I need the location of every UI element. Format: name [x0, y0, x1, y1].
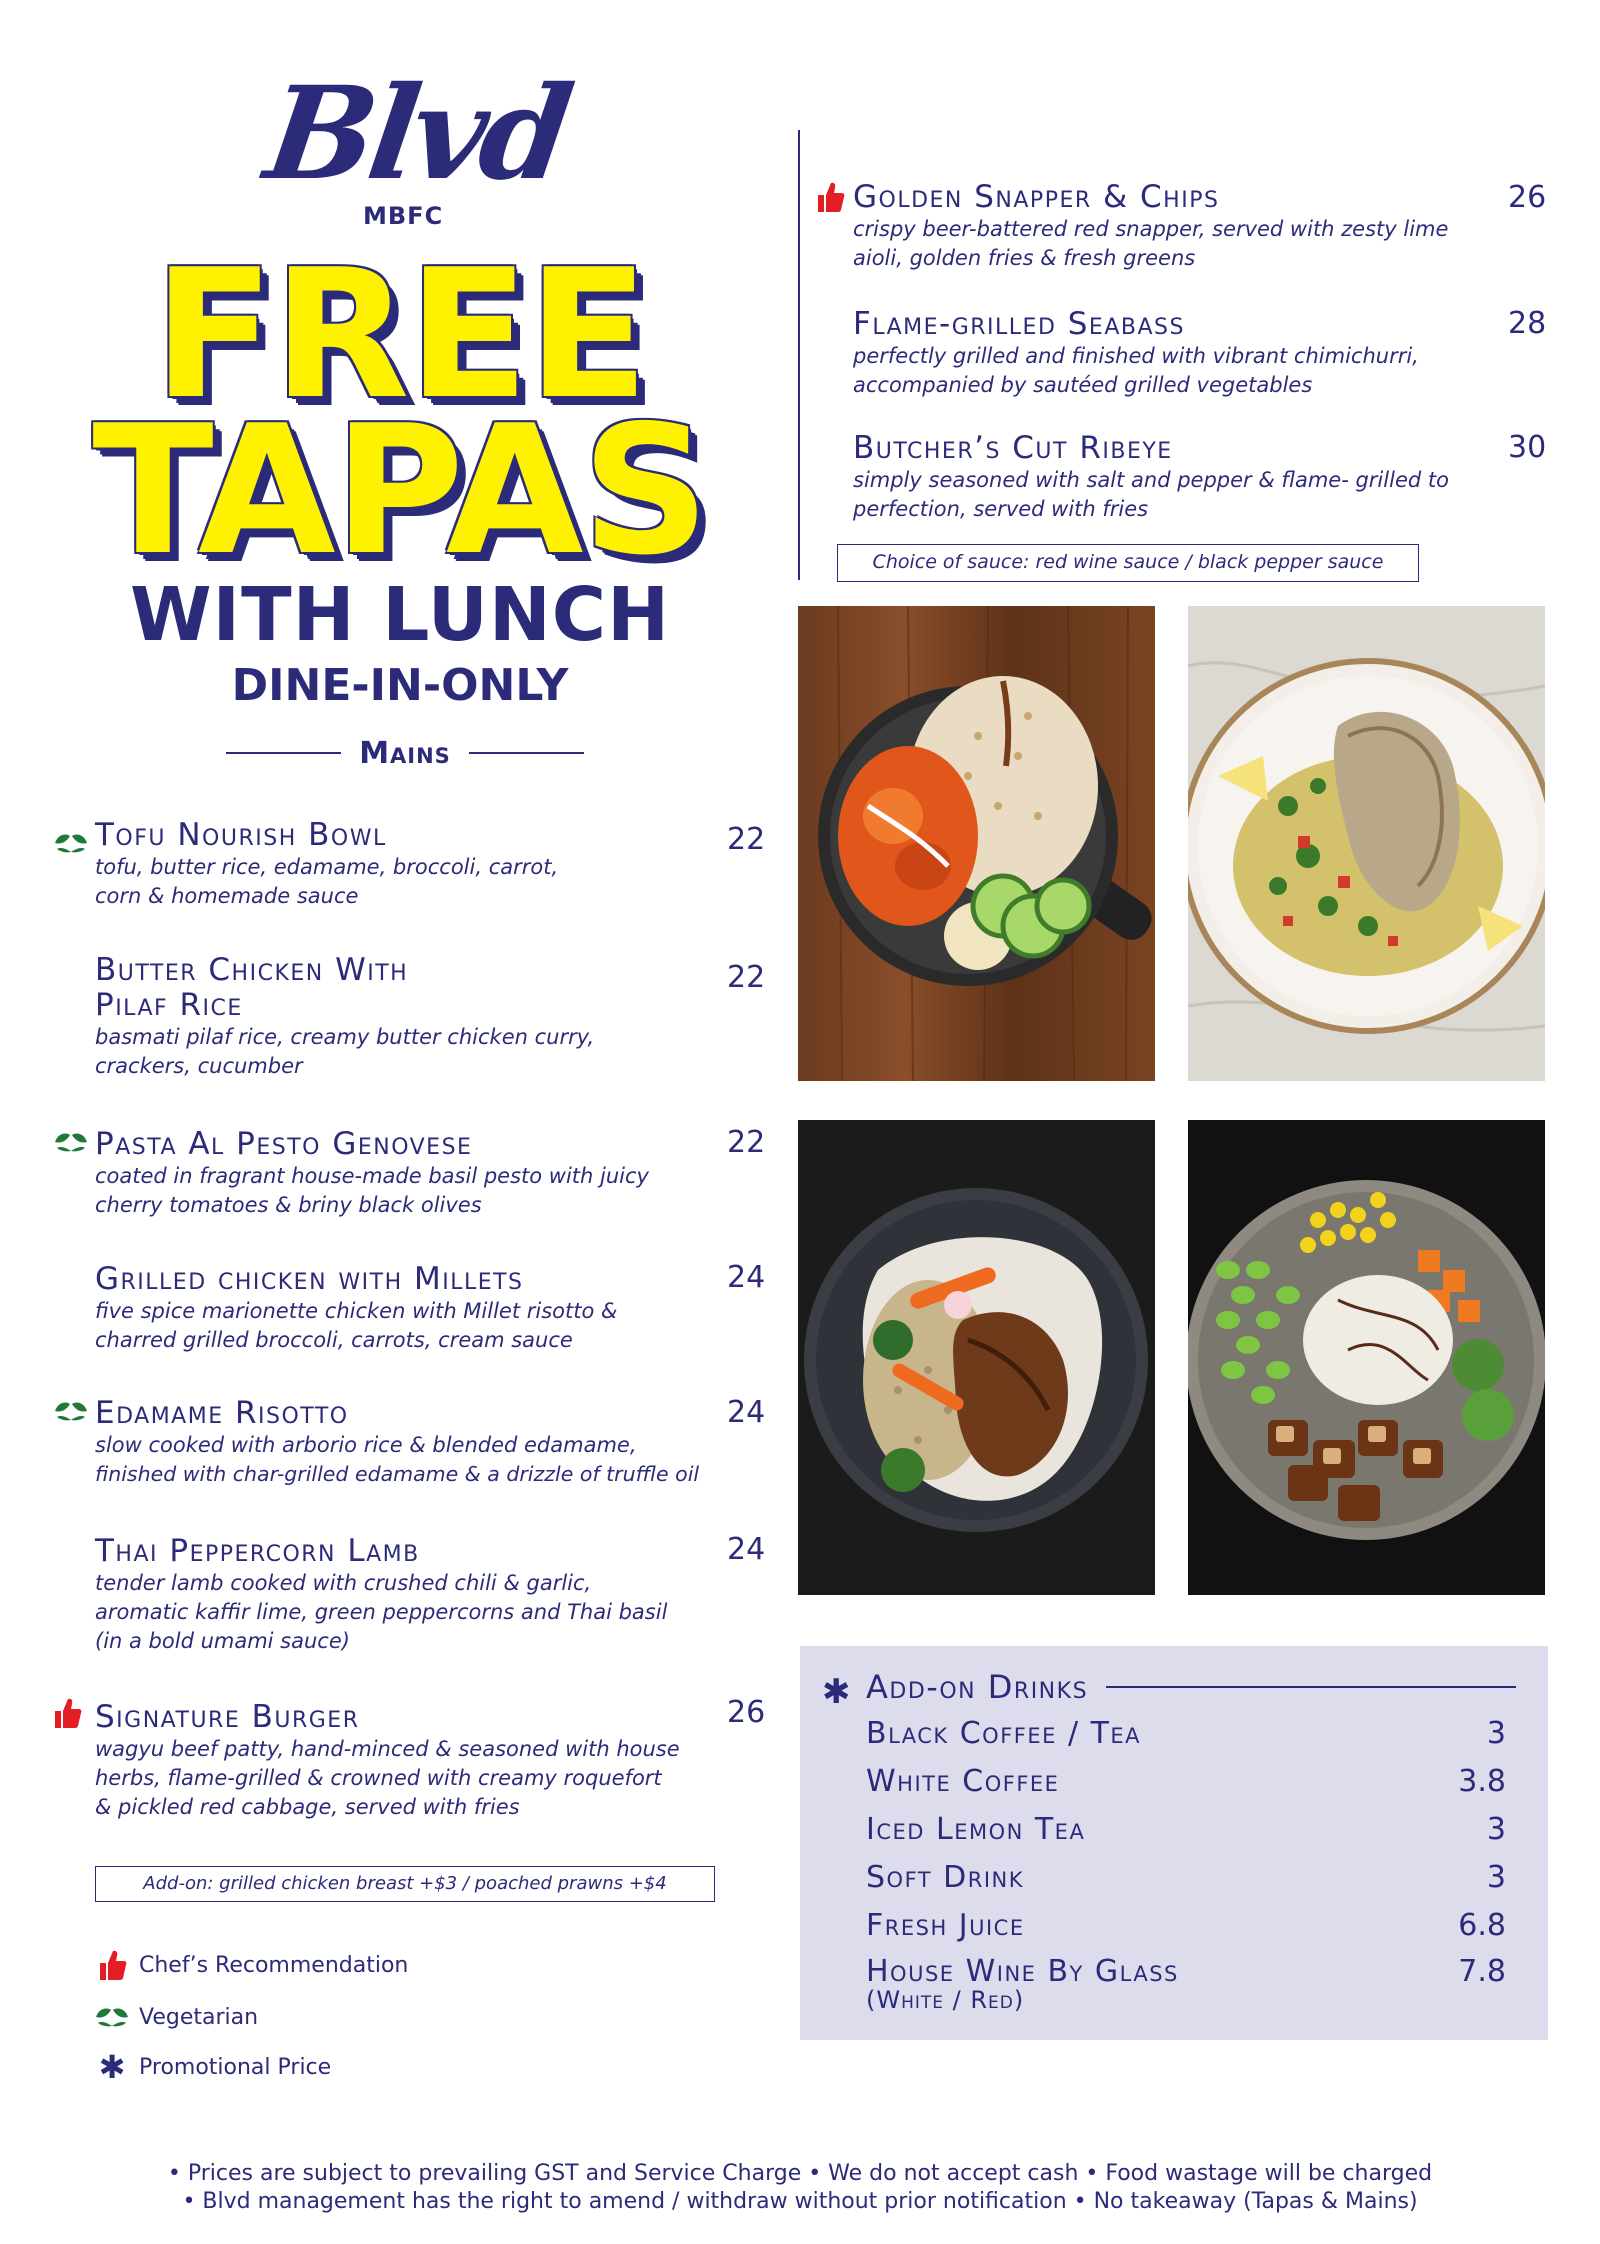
vertical-divider — [798, 130, 800, 580]
menu-item — [95, 818, 735, 911]
drink-row — [866, 1716, 1506, 1751]
thumb-icon — [97, 1948, 127, 1982]
food-photo-tofu-bowl — [1188, 1120, 1545, 1595]
addon-note: Add-on: grilled chicken breast +$3 / poached prawns +$4 — [95, 1866, 715, 1902]
drinks-heading — [866, 1668, 1516, 1706]
item-desc: finished with char-grilled edamame & a drizzle of truffle oil — [95, 1462, 700, 1486]
item-desc: coated in fragrant house-made basil pesto with juicy — [95, 1164, 649, 1188]
item-name: Pasta Al Pesto Genovese — [95, 1126, 473, 1162]
logo-sub: MBFC — [363, 202, 444, 230]
item-name: Edamame Risotto — [95, 1395, 349, 1431]
food-photo-butter-chicken — [798, 606, 1155, 1081]
headline-dine-in: DINE-IN-ONLY — [231, 660, 569, 711]
item-price: 26 — [1508, 180, 1547, 215]
item-name: Tofu Nourish Bowl — [95, 817, 387, 853]
drink-price: 3 — [1486, 1812, 1506, 1847]
sauce-note: Choice of sauce: red wine sauce / black pepper sauce — [837, 544, 1419, 582]
item-desc: herbs, flame-grilled & crowned with creamy roquefort — [95, 1766, 662, 1790]
item-price: 30 — [1508, 430, 1547, 465]
item-desc: tofu, butter rice, edamame, broccoli, carrot, — [95, 855, 559, 879]
item-price: 22 — [727, 1125, 766, 1160]
headline-tapas: TAPAS — [92, 387, 708, 594]
item-desc: charred grilled broccoli, carrots, cream sauce — [95, 1328, 573, 1352]
asterisk-icon: ✱ — [822, 1672, 851, 1712]
item-desc: & pickled red cabbage, served with fries — [95, 1795, 520, 1819]
drink-name: Iced Lemon Tea — [866, 1812, 1086, 1847]
menu-item — [95, 1127, 735, 1220]
drink-price: 3.8 — [1458, 1764, 1506, 1799]
item-name: Golden Snapper & Chips — [853, 179, 1220, 215]
logo — [257, 59, 576, 230]
item-price: 26 — [727, 1695, 766, 1730]
drink-name: Fresh Juice — [866, 1908, 1025, 1943]
drink-row — [866, 1812, 1506, 1847]
item-desc: cherry tomatoes & briny black olives — [95, 1193, 482, 1217]
item-price: 22 — [727, 960, 766, 995]
legend-label: Vegetarian — [139, 2004, 259, 2030]
divider — [1106, 1686, 1516, 1688]
menu-item — [853, 431, 1533, 524]
asterisk-icon: ✱ — [98, 2048, 126, 2086]
drink-name: Soft Drink — [866, 1860, 1025, 1895]
item-desc: basmati pilaf rice, creamy butter chicken curry, — [95, 1025, 595, 1049]
footer-line: • Prices are subject to prevailing GST and Service Charge • We do not accept cash • Food wastage will be charged — [167, 2161, 1433, 2186]
item-desc: corn & homemade sauce — [95, 884, 359, 908]
item-desc: crispy beer-battered red snapper, served with zesty lime — [853, 217, 1449, 241]
item-desc: perfectly grilled and finished with vibrant chimichurri, — [853, 344, 1419, 368]
item-name: Flame-grilled Seabass — [853, 306, 1185, 342]
divider — [469, 752, 584, 754]
menu-item — [95, 1262, 735, 1355]
item-name: Thai Peppercorn Lamb — [95, 1533, 420, 1569]
drink-price: 3 — [1486, 1716, 1506, 1751]
item-desc: perfection, served with fries — [853, 497, 1149, 521]
item-desc: crackers, cucumber — [95, 1054, 303, 1078]
drink-name: White Coffee — [866, 1764, 1060, 1799]
add-on-drinks-panel — [800, 1646, 1548, 2040]
leaf-icon — [54, 1131, 88, 1153]
item-desc: five spice marionette chicken with Millet risotto & — [95, 1299, 618, 1323]
drink-price: 7.8 — [1458, 1954, 1506, 1989]
mains-heading-label: Mains — [359, 735, 451, 771]
item-name: Grilled chicken with Millets — [95, 1261, 524, 1297]
item-desc: aioli, golden fries & fresh greens — [853, 246, 1196, 270]
drinks-title: Add-on Drinks — [866, 1668, 1089, 1706]
menu-item — [95, 1700, 745, 1822]
item-price: 22 — [727, 822, 766, 857]
drink-row — [866, 1908, 1506, 1943]
item-price: 24 — [727, 1395, 766, 1430]
footer-notes — [100, 2160, 1500, 2216]
food-photo-seabass — [1188, 606, 1545, 1081]
item-name-line2: Pilaf Rice — [95, 987, 243, 1023]
menu-item — [853, 307, 1533, 400]
legend-label: Promotional Price — [139, 2054, 332, 2080]
headline-with-lunch: WITH LUNCH — [129, 572, 671, 658]
leaf-icon — [54, 832, 88, 854]
item-name: Signature Burger — [95, 1699, 360, 1735]
thumb-icon — [52, 1696, 82, 1730]
item-price: 24 — [727, 1260, 766, 1295]
item-desc: accompanied by sautéed grilled vegetables — [853, 373, 1313, 397]
drink-price: 6.8 — [1458, 1908, 1506, 1943]
item-desc: aromatic kaffir lime, green peppercorns and Thai basil — [95, 1600, 668, 1624]
item-desc: wagyu beef patty, hand-minced & seasoned with house — [95, 1737, 680, 1761]
menu-item — [95, 1534, 735, 1656]
legend-row — [95, 2002, 258, 2032]
item-desc: (in a bold umami sauce) — [95, 1629, 350, 1653]
menu-item — [95, 953, 735, 1081]
leaf-icon — [95, 2006, 129, 2028]
item-price: 28 — [1508, 306, 1547, 341]
legend-label: Chef’s Recommendation — [139, 1952, 409, 1978]
item-name: Butcher’s Cut Ribeye — [853, 430, 1173, 466]
wine-subtitle: (White / Red) — [866, 1986, 1025, 2014]
food-photo-grilled-chicken — [798, 1120, 1155, 1595]
drink-name: House Wine By Glass — [866, 1954, 1179, 1989]
logo-wordmark: Blvd — [257, 59, 576, 209]
headline-free: FREE — [153, 231, 647, 438]
drink-name: Black Coffee / Tea — [866, 1716, 1142, 1751]
menu-item — [95, 1396, 755, 1489]
legend-row — [95, 1950, 408, 1980]
item-desc: simply seasoned with salt and pepper & flame- grilled to — [853, 468, 1449, 492]
footer-line: • Blvd management has the right to amend / withdraw without prior notification • No takeaway (Tapas & Mains) — [182, 2189, 1418, 2214]
drink-row — [866, 1954, 1506, 1989]
item-price: 24 — [727, 1532, 766, 1567]
menu-item — [853, 180, 1533, 273]
item-desc: tender lamb cooked with crushed chili & garlic, — [95, 1571, 592, 1595]
divider — [226, 752, 341, 754]
drink-row — [866, 1764, 1506, 1799]
drink-price: 3 — [1486, 1860, 1506, 1895]
legend-row — [95, 2048, 332, 2086]
leaf-icon — [54, 1400, 88, 1422]
item-desc: slow cooked with arborio rice & blended edamame, — [95, 1433, 637, 1457]
item-name: Butter Chicken With — [95, 952, 409, 988]
drink-row — [866, 1860, 1506, 1895]
mains-heading — [210, 735, 600, 771]
thumb-icon — [815, 180, 845, 214]
